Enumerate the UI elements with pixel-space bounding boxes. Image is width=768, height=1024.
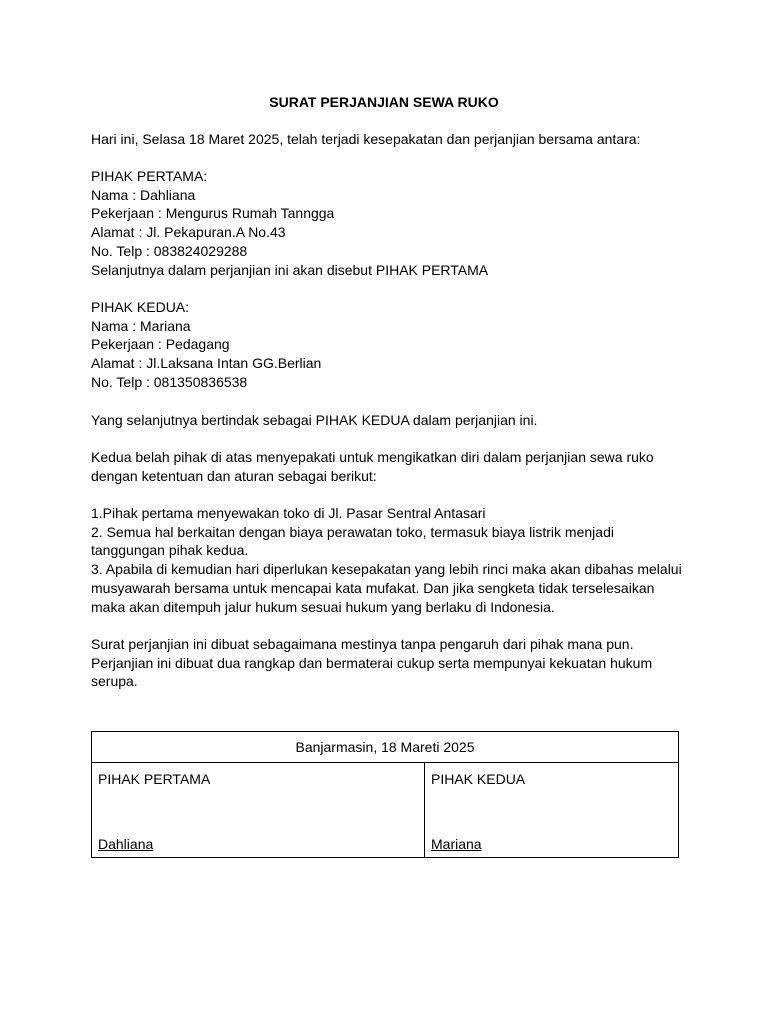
term-line: musyawarah bersama untuk mencapai kata mufakat. Dan jika sengketa tidak terselesaikan bbox=[91, 579, 655, 596]
pihak-pertama-section bbox=[91, 167, 691, 279]
closing-line: serupa. bbox=[91, 673, 138, 690]
agreement-intro-paragraph bbox=[91, 448, 691, 485]
signature-role-pihak-pertama: PIHAK PERTAMA bbox=[98, 771, 211, 787]
pihak-kedua-alamat: Alamat : Jl.Laksana Intan GG.Berlian bbox=[91, 355, 322, 372]
signature-name-pihak-pertama: Dahliana bbox=[98, 836, 154, 852]
term-line: 1.Pihak pertama menyewakan toko di Jl. Pasar Sentral Antasari bbox=[91, 505, 486, 521]
document-title: SURAT PERJANJIAN SEWA RUKO bbox=[269, 94, 499, 110]
pihak-pertama-telp: No. Telp : 083824029288 bbox=[91, 242, 248, 259]
pihak-kedua-closing-paragraph bbox=[91, 411, 691, 430]
agreement-intro-line: dengan ketentuan dan aturan sebagai berikut: bbox=[91, 467, 377, 484]
closing-line: Perjanjian ini dibuat dua rangkap dan bermaterai cukup serta mempunyai kekuatan hukum bbox=[91, 654, 653, 671]
signature-name-pihak-kedua: Mariana bbox=[431, 836, 482, 852]
pihak-kedua-section bbox=[91, 298, 691, 392]
pihak-pertama-closing: Selanjutnya dalam perjanjian ini akan disebut PIHAK PERTAMA bbox=[91, 261, 489, 278]
term-line: maka akan ditempuh jalur hukum sesuai hukum yang berlaku di Indonesia. bbox=[91, 598, 555, 615]
opening-paragraph bbox=[91, 130, 691, 149]
opening-text: Hari ini, Selasa 18 Maret 2025, telah terjadi kesepakatan dan perjanjian bersama antara: bbox=[91, 131, 641, 147]
pihak-kedua-telp: No. Telp : 081350836538 bbox=[91, 373, 248, 390]
pihak-kedua-heading: PIHAK KEDUA: bbox=[91, 299, 190, 315]
pihak-kedua-closing-text: Yang selanjutnya bertindak sebagai PIHAK KEDUA dalam perjanjian ini. bbox=[91, 412, 538, 428]
pihak-kedua-nama: Nama : Mariana bbox=[91, 317, 191, 334]
signature-role-pihak-kedua: PIHAK KEDUA bbox=[431, 771, 526, 787]
signature-cell-pihak-pertama bbox=[92, 763, 425, 858]
pihak-pertama-pekerjaan: Pekerjaan : Mengurus Rumah Tanngga bbox=[91, 205, 335, 222]
pihak-pertama-heading: PIHAK PERTAMA: bbox=[91, 168, 208, 184]
terms-list bbox=[91, 504, 691, 616]
signature-table bbox=[91, 731, 679, 858]
pihak-pertama-alamat: Alamat : Jl. Pekapuran.A No.43 bbox=[91, 224, 286, 241]
pihak-pertama-nama: Nama : Dahliana bbox=[91, 186, 196, 203]
pihak-kedua-pekerjaan: Pekerjaan : Pedagang bbox=[91, 336, 230, 353]
closing-line: Surat perjanjian ini dibuat sebagaimana mestinya tanpa pengaruh dari pihak mana pun. bbox=[91, 636, 634, 652]
signature-place-date: Banjarmasin, 18 Mareti 2025 bbox=[92, 732, 679, 763]
signature-cell-pihak-kedua bbox=[425, 763, 679, 858]
agreement-intro-line: Kedua belah pihak di atas menyepakati untuk mengikatkan diri dalam perjanjian sewa ruko bbox=[91, 449, 654, 465]
closing-paragraph bbox=[91, 635, 691, 691]
term-line: 2. Semua hal berkaitan dengan biaya perawatan toko, termasuk biaya listrik menjadi bbox=[91, 523, 614, 540]
term-line: 3. Apabila di kemudian hari diperlukan kesepakatan yang lebih rinci maka akan dibahas melalui bbox=[91, 561, 682, 578]
term-line: tanggungan pihak kedua. bbox=[91, 542, 249, 559]
